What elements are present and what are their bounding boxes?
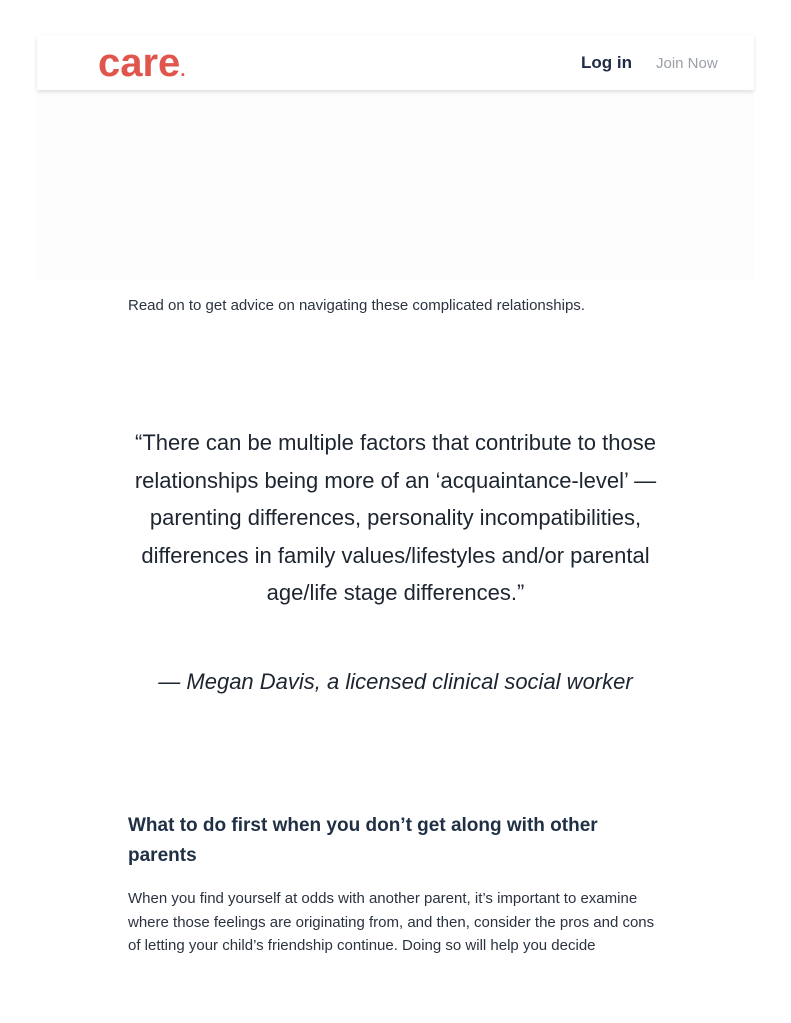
care-logo[interactable] [98, 39, 185, 94]
join-now-link[interactable]: Join Now [656, 55, 718, 72]
hero-placeholder [37, 90, 754, 280]
site-header [37, 35, 754, 90]
login-link[interactable]: Log in [581, 53, 632, 72]
logo-text: care [98, 41, 181, 85]
intro-text: Read on to get advice on navigating these complicated relationships. [128, 297, 585, 314]
body-paragraph: When you find yourself at odds with another parent, it’s important to examine where those feelings are originating from, and then, consider the pros and cons of letting your child’s friendship continue. Doing so will help you decide [128, 890, 655, 954]
quote-attribution: — Megan Davis, a licensed clinical social worker [158, 669, 633, 694]
logo-dot: . [180, 60, 186, 80]
section-heading: What to do first when you don’t get along with other parents [128, 815, 598, 866]
pull-quote: “There can be multiple factors that contribute to those relationships being more of an ‘acquaintance-level’ — parenting differences, personality incompatibilities, differences in family values/lifestyles and/or parental age/life stage differences.” [134, 430, 657, 605]
